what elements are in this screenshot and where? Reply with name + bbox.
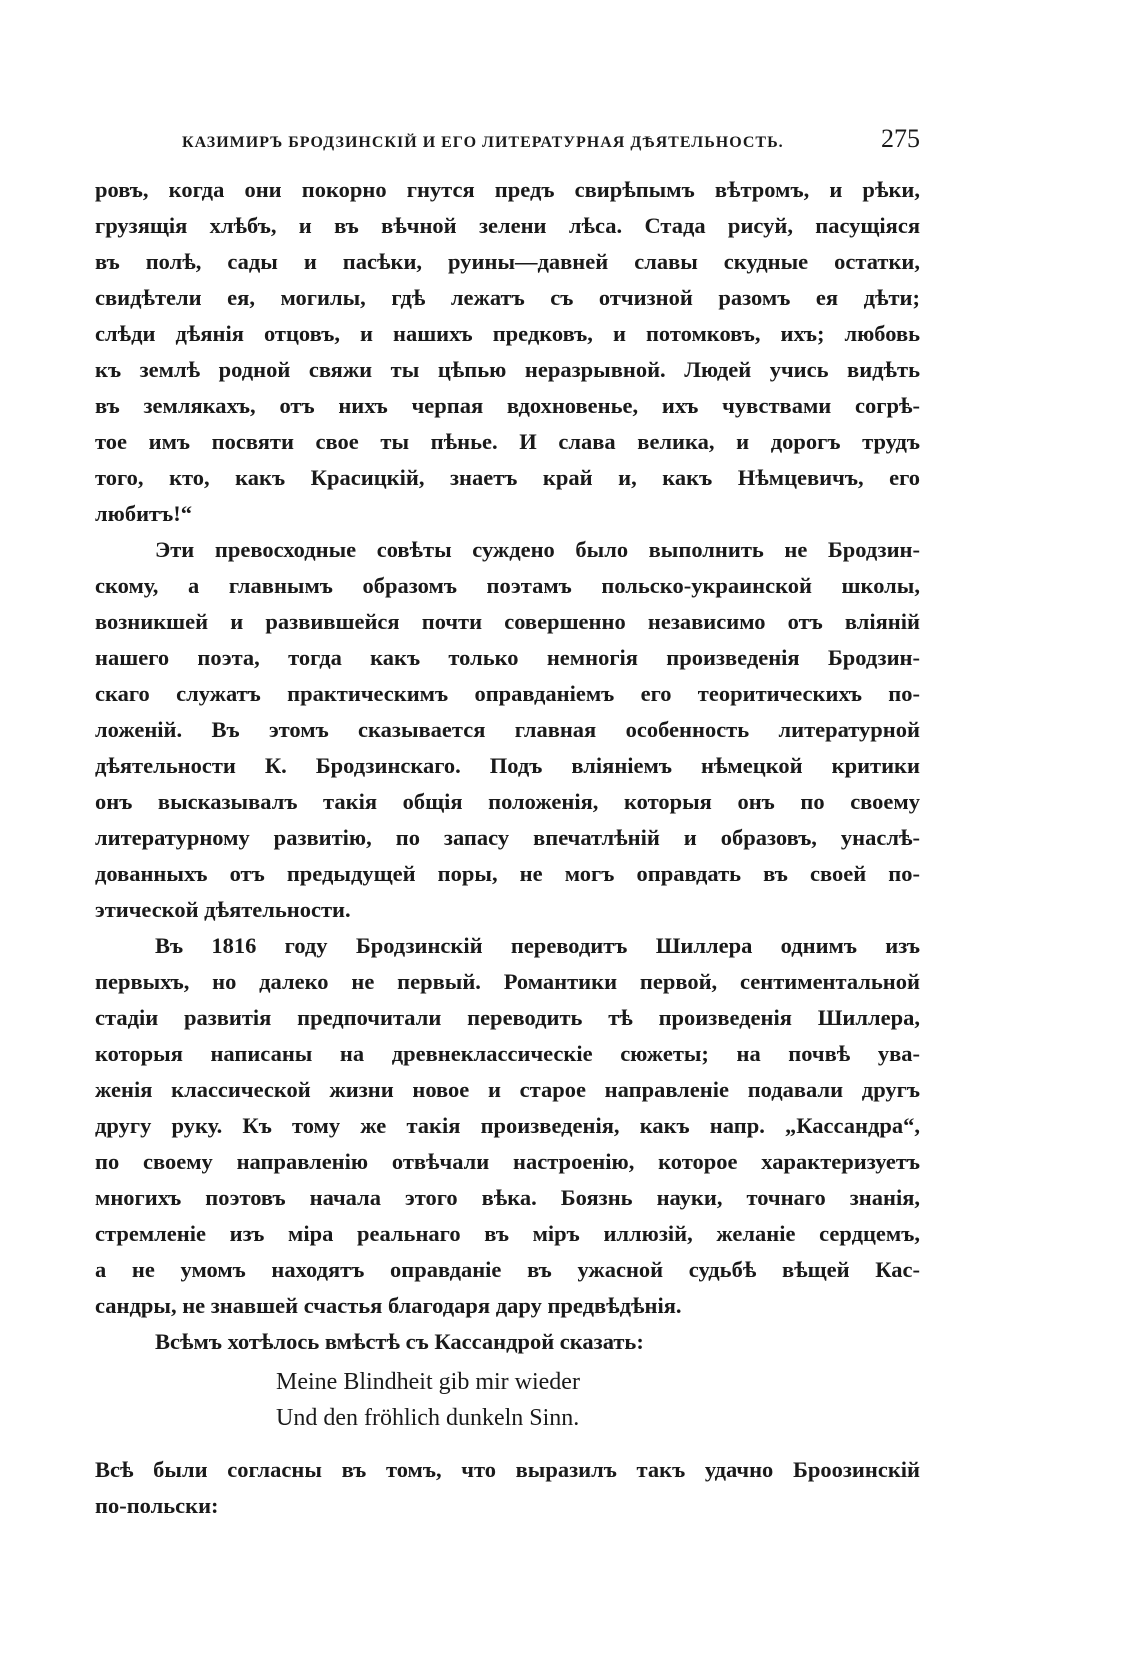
running-header bbox=[182, 124, 920, 160]
text-line: женія классической жизни новое и старое направленіе подавали другъ bbox=[95, 1077, 920, 1102]
text-line: этической дѣятельности. bbox=[95, 897, 351, 922]
text-line: дѣятельности К. Бродзинскаго. Подъ вліяніемъ нѣмецкой критики bbox=[95, 753, 920, 778]
paragraph-conclusion bbox=[95, 1452, 920, 1524]
text-line: первыхъ, но далеко не первый. Романтики первой, сентиментальной bbox=[95, 969, 920, 994]
text-line: Всѣ были согласны въ томъ, что выразилъ такъ удачно Броозинскій bbox=[95, 1457, 920, 1482]
text-line: Всѣмъ хотѣлось вмѣстѣ съ Кассандрой сказать: bbox=[155, 1329, 644, 1354]
verse-line: Und den fröhlich dunkeln Sinn. bbox=[276, 1405, 580, 1431]
text-line: ровъ, когда они покорно гнутся предъ свирѣпымъ вѣтромъ, и рѣки, bbox=[95, 177, 920, 202]
text-line: тое имъ посвяти свое ты пѣнье. И слава велика, и дорогъ трудъ bbox=[95, 429, 920, 454]
text-line: въ полѣ, сады и пасѣки, руины—давней славы скудные остатки, bbox=[95, 249, 920, 274]
text-line: другу руку. Къ тому же такія произведенія, какъ напр. „Кассандра“, bbox=[95, 1113, 920, 1138]
text-line: скому, а главнымъ образомъ поэтамъ польско-украинской школы, bbox=[95, 573, 920, 598]
text-line: того, кто, какъ Красицкій, знаетъ край и, какъ Нѣмцевичъ, его bbox=[95, 465, 920, 490]
paragraph-cassandra-intro bbox=[95, 1324, 920, 1360]
text-line: свидѣтели ея, могилы, гдѣ лежатъ съ отчизной разомъ ея дѣти; bbox=[95, 285, 920, 310]
text-line: нашего поэта, тогда какъ только немногія произведенія Бродзин- bbox=[95, 645, 920, 670]
text-line: по своему направленію отвѣчали настроенію, которое характеризуетъ bbox=[95, 1149, 920, 1174]
verse-quote bbox=[276, 1364, 580, 1436]
paragraph-advice bbox=[95, 532, 920, 928]
text-line: ложеній. Въ этомъ сказывается главная особенность литературной bbox=[95, 717, 920, 742]
text-line: по-польски: bbox=[95, 1493, 219, 1518]
text-line: стадіи развитія предпочитали переводить тѣ произведенія Шиллера, bbox=[95, 1005, 920, 1030]
verse-line: Meine Blindheit gib mir wieder bbox=[276, 1369, 580, 1395]
paragraph-schiller bbox=[95, 928, 920, 1324]
page-number: 275 bbox=[881, 124, 920, 153]
text-line: слѣди дѣянія отцовъ, и нашихъ предковъ, и потомковъ, ихъ; любовь bbox=[95, 321, 920, 346]
text-line: литературному развитію, по запасу впечатлѣній и образовъ, унаслѣ- bbox=[95, 825, 920, 850]
text-line: многихъ поэтовъ начала этого вѣка. Боязнь науки, точнаго знанія, bbox=[95, 1185, 920, 1210]
text-line: онъ высказывалъ такія общія положенія, которыя онъ по своему bbox=[95, 789, 920, 814]
text-line: къ землѣ родной свяжи ты цѣпью неразрывной. Людей учись видѣть bbox=[95, 357, 920, 382]
text-line: а не умомъ находятъ оправданіе въ ужасной судьбѣ вѣщей Кас- bbox=[95, 1257, 920, 1282]
text-line: возникшей и развившейся почти совершенно независимо отъ вліяній bbox=[95, 609, 920, 634]
text-line: Эти превосходные совѣты суждено было выполнить не Бродзин- bbox=[155, 537, 920, 562]
text-line: сандры, не знавшей счастья благодаря дару предвѣдѣнія. bbox=[95, 1293, 682, 1318]
text-line: стремленіе изъ міра реальнаго въ міръ иллюзій, желаніе сердцемъ, bbox=[95, 1221, 920, 1246]
text-line: Въ 1816 году Бродзинскій переводитъ Шиллера однимъ изъ bbox=[155, 933, 920, 958]
text-line: скаго служатъ практическимъ оправданіемъ его теоритическихъ по- bbox=[95, 681, 920, 706]
text-line: любитъ!“ bbox=[95, 501, 192, 526]
text-line: дованныхъ отъ предыдущей поры, не могъ оправдать въ своей по- bbox=[95, 861, 920, 886]
text-line: грузящія хлѣбъ, и въ вѣчной зелени лѣса. Стада рисуй, пасущіяся bbox=[95, 213, 920, 238]
text-line: въ землякахъ, отъ нихъ черпая вдохновенье, ихъ чувствами согрѣ- bbox=[95, 393, 920, 418]
paragraph-quote-end bbox=[95, 172, 920, 532]
running-title: КАЗИМИРЪ БРОДЗИНСКІЙ И ЕГО ЛИТЕРАТУРНАЯ ДѢЯТЕЛЬНОСТЬ. bbox=[182, 134, 784, 151]
text-line: которыя написаны на древнеклассическіе сюжеты; на почвѣ ува- bbox=[95, 1041, 920, 1066]
